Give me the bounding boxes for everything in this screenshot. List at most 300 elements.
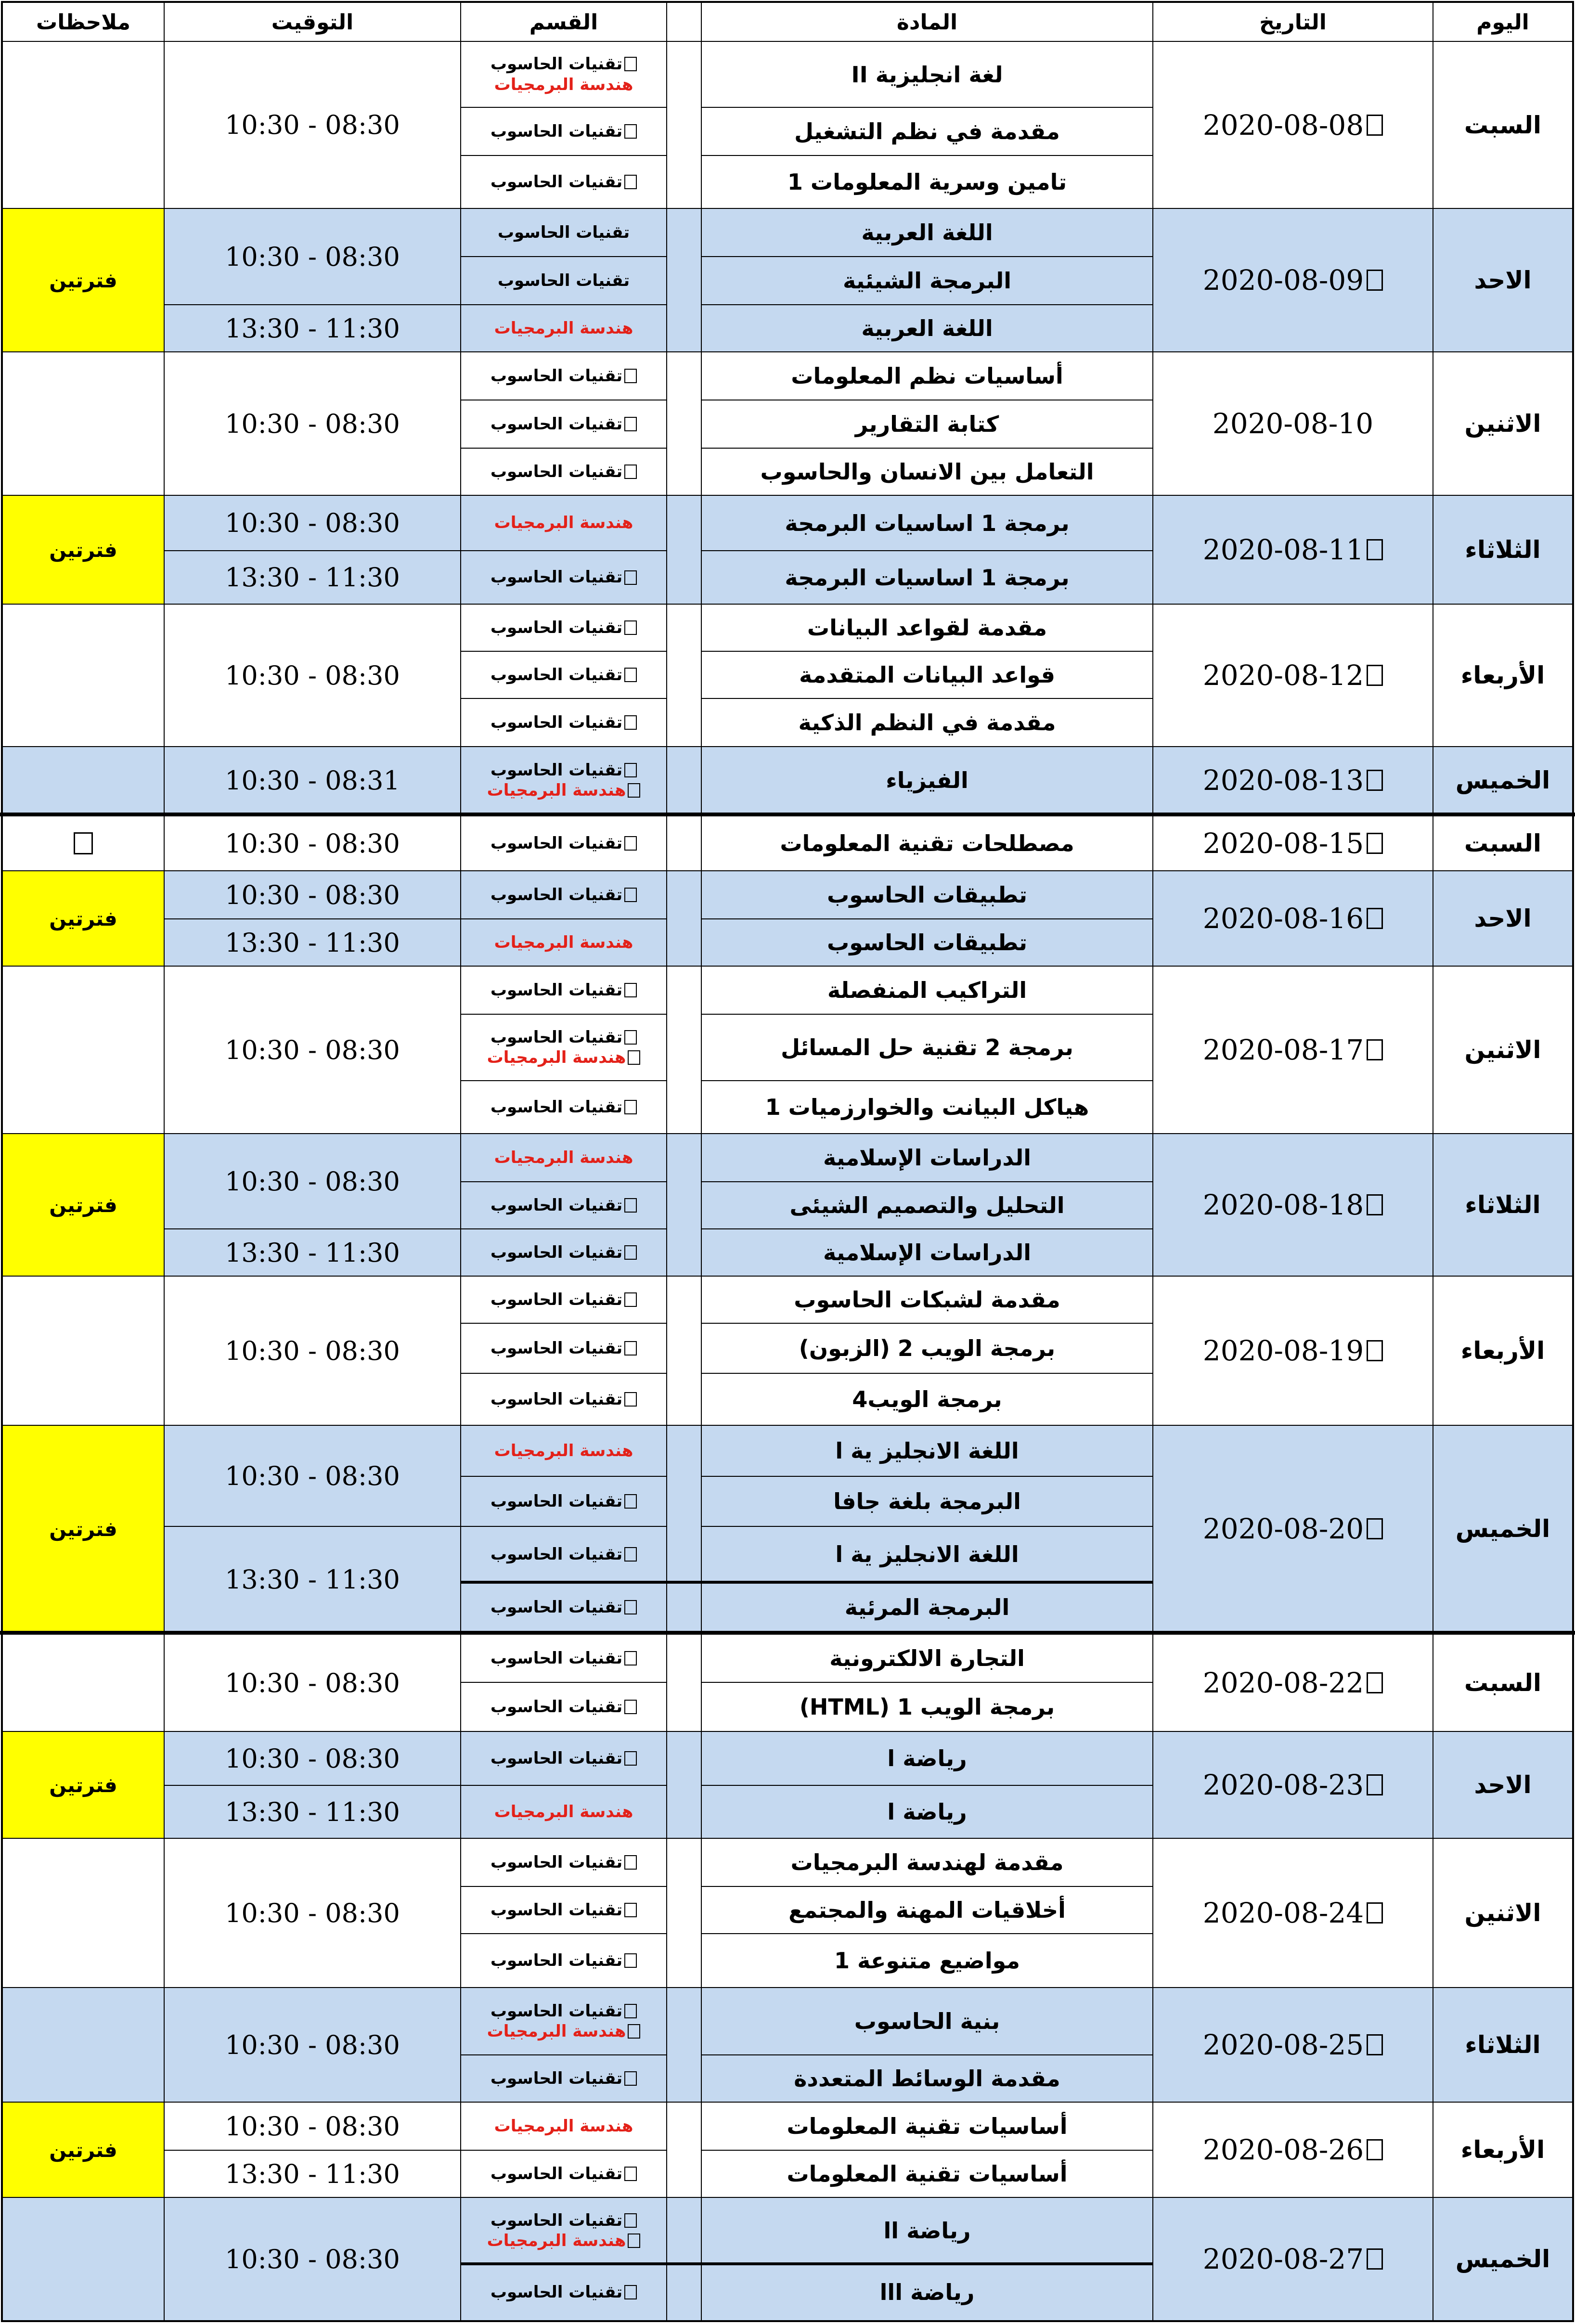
date-cell bbox=[1152, 966, 1433, 1134]
checkbox-glyph bbox=[624, 1751, 637, 1766]
checkbox-glyph bbox=[624, 620, 637, 635]
time-label: 10:30 - 08:30 bbox=[225, 2111, 400, 2142]
subject-label: مواضيع متنوعة 1 bbox=[834, 1948, 1020, 1974]
checkbox-glyph bbox=[624, 763, 637, 777]
time-label: 10:30 - 08:30 bbox=[225, 241, 400, 272]
dept-line bbox=[491, 1697, 637, 1717]
dept-label: هندسة البرمجيات bbox=[487, 2022, 626, 2041]
blank-column-cell bbox=[666, 746, 702, 814]
dept-line bbox=[487, 2231, 641, 2251]
subject-cell bbox=[701, 1425, 1153, 1477]
dept-cell bbox=[460, 918, 667, 967]
checkbox-glyph bbox=[624, 1341, 637, 1356]
checkbox-glyph bbox=[624, 1245, 637, 1260]
checkbox-glyph bbox=[624, 715, 637, 730]
subject-cell bbox=[701, 1133, 1153, 1182]
subject-label: برمجة 1 اساسيات البرمجة bbox=[785, 510, 1070, 536]
dept-label: هندسة البرمجيات bbox=[487, 781, 626, 800]
checkbox-glyph bbox=[624, 57, 637, 71]
dept-label: هندسة البرمجيات bbox=[494, 75, 633, 94]
checkbox-glyph bbox=[624, 570, 637, 585]
checkbox-glyph bbox=[624, 1030, 637, 1045]
checkbox-glyph bbox=[624, 417, 637, 431]
date-label: 2020-08-25 bbox=[1202, 2028, 1364, 2061]
dept-label: هندسة البرمجيات bbox=[494, 318, 633, 338]
dept-line bbox=[494, 318, 633, 339]
checkbox-glyph bbox=[624, 2167, 637, 2181]
checkbox-glyph bbox=[624, 369, 637, 383]
subject-label: أخلاقيات المهنة والمجتمع bbox=[788, 1897, 1066, 1923]
date-label: 2020-08-08 bbox=[1202, 108, 1364, 142]
dept-line bbox=[494, 1802, 633, 1822]
dept-cell bbox=[460, 2150, 667, 2198]
subject-cell bbox=[701, 351, 1153, 400]
dept-line bbox=[491, 1290, 637, 1310]
dept-cell bbox=[460, 1228, 667, 1277]
dept-label: تقنيات الحاسوب bbox=[490, 1338, 623, 1358]
date-cell bbox=[1152, 604, 1433, 747]
date-cell bbox=[1152, 1731, 1433, 1839]
date-cell bbox=[1152, 2197, 1433, 2321]
blank-column-cell bbox=[666, 815, 702, 871]
checkbox-glyph bbox=[624, 1855, 637, 1870]
subject-label: مقدمة في النظم الذكية bbox=[798, 710, 1056, 736]
subject-label: البرمجة الشيئية bbox=[842, 268, 1012, 294]
checkbox-glyph bbox=[1367, 1518, 1383, 1539]
subject-label: البرمجة المرئية bbox=[844, 1594, 1010, 1620]
dept-label: تقنيات الحاسوب bbox=[490, 2282, 623, 2302]
header-notes: ملاحظات bbox=[2, 2, 165, 42]
blank-column-cell bbox=[666, 41, 702, 209]
checkbox-glyph bbox=[624, 1392, 637, 1407]
date-label: 2020-08-19 bbox=[1202, 1334, 1364, 1367]
subject-label: اللغة العربية bbox=[861, 315, 993, 341]
dept-line bbox=[491, 1097, 637, 1118]
blank-column-cell bbox=[666, 966, 702, 1134]
time-cell bbox=[164, 604, 461, 747]
header-blank bbox=[666, 2, 702, 42]
time-cell bbox=[164, 1987, 461, 2103]
date-label: 2020-08-17 bbox=[1202, 1033, 1364, 1066]
date-cell bbox=[1152, 351, 1433, 496]
time-label: 10:30 - 08:30 bbox=[225, 1166, 400, 1197]
notes-cell bbox=[2, 815, 165, 871]
subject-label: أساسيات نظم المعلومات bbox=[791, 363, 1063, 389]
dept-cell bbox=[460, 155, 667, 209]
dept-label: تقنيات الحاسوب bbox=[490, 414, 623, 434]
dept-label: تقنيات الحاسوب bbox=[497, 222, 630, 242]
subject-cell bbox=[701, 2054, 1153, 2103]
time-cell bbox=[164, 550, 461, 605]
dept-line bbox=[491, 618, 637, 638]
time-cell bbox=[164, 815, 461, 871]
dept-label: تقنيات الحاسوب bbox=[490, 2210, 623, 2230]
checkbox-glyph bbox=[1367, 770, 1383, 791]
notes-cell bbox=[2, 966, 165, 1134]
time-cell bbox=[164, 2150, 461, 2198]
dept-cell bbox=[460, 870, 667, 919]
date-cell bbox=[1152, 495, 1433, 605]
subject-label: التراكيب المنفصلة bbox=[827, 977, 1027, 1003]
dept-line bbox=[491, 1389, 637, 1410]
day-cell bbox=[1433, 495, 1573, 605]
subject-cell bbox=[701, 651, 1153, 699]
subject-label: بنية الحاسوب bbox=[854, 2008, 1000, 2034]
time-label: 10:30 - 08:30 bbox=[225, 1898, 400, 1928]
header-date: التاريخ bbox=[1152, 2, 1433, 42]
time-cell bbox=[164, 966, 461, 1134]
dept-label: تقنيات الحاسوب bbox=[490, 1852, 623, 1872]
notes-cell bbox=[2, 1987, 165, 2103]
time-label: 10:30 - 08:30 bbox=[225, 508, 400, 538]
time-cell bbox=[164, 1785, 461, 1839]
subject-label: برمجة الويب 2 (الزبون) bbox=[799, 1335, 1056, 1361]
dept-label: تقنيات الحاسوب bbox=[490, 1195, 623, 1215]
subject-label: البرمجة بلغة جافا bbox=[833, 1488, 1021, 1514]
dept-line bbox=[491, 462, 637, 482]
day-label: الأربعاء bbox=[1460, 2136, 1545, 2164]
dept-cell bbox=[460, 448, 667, 496]
subject-label: مقدمة لقواعد البيانات bbox=[807, 615, 1047, 641]
checkbox-glyph bbox=[1367, 2248, 1383, 2270]
dept-label: هندسة البرمجيات bbox=[494, 513, 633, 533]
dept-label: تقنيات الحاسوب bbox=[490, 1242, 623, 1262]
header-dept: القسم bbox=[460, 2, 667, 42]
dept-line bbox=[491, 885, 637, 905]
date-cell bbox=[1152, 1987, 1433, 2103]
dept-cell bbox=[460, 2263, 667, 2321]
notes-cell bbox=[2, 604, 165, 747]
subject-cell bbox=[701, 107, 1153, 156]
dept-line bbox=[494, 932, 633, 953]
date-label: 2020-08-23 bbox=[1202, 1769, 1364, 1801]
time-label: 13:30 - 11:30 bbox=[225, 562, 400, 593]
checkbox-glyph bbox=[624, 2285, 637, 2299]
day-cell bbox=[1433, 1425, 1573, 1633]
subject-cell bbox=[701, 1276, 1153, 1324]
date-label: 2020-08-27 bbox=[1202, 2243, 1364, 2275]
time-cell bbox=[164, 2197, 461, 2321]
dept-line bbox=[487, 2021, 641, 2042]
notes-cell bbox=[2, 1276, 165, 1426]
dept-label: هندسة البرمجيات bbox=[494, 932, 633, 952]
dept-cell bbox=[460, 1133, 667, 1182]
day-label: السبت bbox=[1464, 829, 1542, 857]
subject-label: رياضة ااا bbox=[879, 2279, 975, 2305]
subject-cell bbox=[701, 1526, 1153, 1583]
checkbox-glyph bbox=[1367, 115, 1383, 136]
checkbox-glyph bbox=[624, 2071, 637, 2086]
subject-label: التحليل والتصميم الشيئى bbox=[789, 1192, 1065, 1218]
dept-cell bbox=[460, 2054, 667, 2103]
day-cell bbox=[1433, 870, 1573, 967]
time-cell bbox=[164, 304, 461, 352]
date-label: 2020-08-09 bbox=[1202, 264, 1364, 297]
subject-label: تطبيقات الحاسوب bbox=[826, 930, 1028, 955]
dept-cell bbox=[460, 604, 667, 652]
dept-line bbox=[491, 121, 637, 142]
blank-column-cell bbox=[666, 1425, 702, 1633]
dept-label: تقنيات الحاسوب bbox=[490, 2068, 623, 2088]
subject-cell bbox=[701, 2197, 1153, 2264]
dept-cell bbox=[460, 1373, 667, 1426]
blank-column-cell bbox=[666, 495, 702, 605]
subject-cell bbox=[701, 918, 1153, 967]
dept-label: تقنيات الحاسوب bbox=[490, 833, 623, 853]
time-label: 10:30 - 08:30 bbox=[225, 110, 400, 140]
dept-label: تقنيات الحاسوب bbox=[490, 1697, 623, 1717]
checkbox-glyph bbox=[624, 1903, 637, 1917]
checkbox-glyph bbox=[624, 1600, 637, 1614]
dept-cell bbox=[460, 550, 667, 605]
notes-label: فترتين bbox=[49, 1193, 117, 1217]
checkbox-glyph bbox=[1367, 1194, 1383, 1215]
date-cell bbox=[1152, 746, 1433, 814]
dept-line bbox=[498, 222, 630, 243]
subject-cell bbox=[701, 1080, 1153, 1134]
day-cell bbox=[1433, 1634, 1573, 1732]
subject-label: الدراسات الإسلامية bbox=[823, 1239, 1031, 1265]
time-cell bbox=[164, 1526, 461, 1633]
date-cell bbox=[1152, 41, 1433, 209]
dept-cell bbox=[460, 1476, 667, 1527]
subject-label: تطبيقات الحاسوب bbox=[826, 882, 1028, 908]
checkbox-glyph bbox=[1367, 1039, 1383, 1060]
dept-line bbox=[491, 2068, 637, 2089]
row-divider bbox=[460, 1581, 1153, 1584]
time-cell bbox=[164, 1133, 461, 1229]
notes-cell bbox=[2, 1133, 165, 1277]
subject-cell bbox=[701, 208, 1153, 257]
day-cell bbox=[1433, 41, 1573, 209]
checkbox-glyph bbox=[624, 668, 637, 682]
time-cell bbox=[164, 1425, 461, 1527]
checkbox-glyph bbox=[624, 2004, 637, 2018]
day-label: الأربعاء bbox=[1460, 1337, 1545, 1365]
subject-cell bbox=[701, 1933, 1153, 1988]
dept-label: تقنيات الحاسوب bbox=[490, 1097, 623, 1117]
dept-line bbox=[487, 1047, 641, 1068]
subject-label: رياضة ا bbox=[887, 1799, 967, 1825]
blank-column-cell bbox=[666, 1838, 702, 1988]
day-label: الأربعاء bbox=[1460, 661, 1545, 689]
checkbox-glyph bbox=[624, 2213, 637, 2228]
checkbox-glyph bbox=[1367, 1672, 1383, 1693]
subject-cell bbox=[701, 1181, 1153, 1229]
time-label: 13:30 - 11:30 bbox=[225, 1564, 400, 1595]
blank-column-cell bbox=[666, 604, 702, 747]
subject-cell bbox=[701, 1582, 1153, 1633]
date-cell bbox=[1152, 1838, 1433, 1988]
subject-cell bbox=[701, 1987, 1153, 2055]
notes-cell bbox=[2, 41, 165, 209]
time-label: 10:30 - 08:30 bbox=[225, 1460, 400, 1491]
time-cell bbox=[164, 1634, 461, 1732]
dept-cell bbox=[460, 698, 667, 747]
time-cell bbox=[164, 1276, 461, 1426]
dept-label: تقنيات الحاسوب bbox=[490, 1290, 623, 1309]
subject-cell bbox=[701, 1838, 1153, 1887]
dept-label: هندسة البرمجيات bbox=[487, 1048, 626, 1067]
dept-line bbox=[491, 414, 637, 435]
notes-cell bbox=[2, 870, 165, 967]
dept-line bbox=[491, 1242, 637, 1263]
checkbox-glyph bbox=[628, 1050, 640, 1065]
dept-label: تقنيات الحاسوب bbox=[490, 1648, 623, 1668]
dept-line bbox=[491, 1852, 637, 1873]
checkbox-glyph bbox=[624, 983, 637, 997]
dept-label: تقنيات الحاسوب bbox=[490, 2001, 623, 2021]
dept-cell bbox=[460, 1682, 667, 1732]
blank-column-cell bbox=[666, 2197, 702, 2321]
time-label: 10:30 - 08:30 bbox=[225, 879, 400, 910]
subject-cell bbox=[701, 870, 1153, 919]
checkbox-glyph bbox=[624, 1292, 637, 1307]
checkbox-glyph bbox=[624, 175, 637, 189]
checkbox-glyph bbox=[1367, 908, 1383, 929]
date-cell bbox=[1152, 2102, 1433, 2198]
subject-label: اللغة العربية bbox=[861, 219, 993, 245]
checkbox-glyph bbox=[624, 1547, 637, 1562]
day-label: الثلاثاء bbox=[1465, 2031, 1541, 2059]
dept-label: هندسة البرمجيات bbox=[487, 2231, 626, 2250]
dept-label: تقنيات الحاسوب bbox=[490, 568, 623, 587]
dept-cell bbox=[460, 208, 667, 257]
time-label: 10:30 - 08:30 bbox=[225, 660, 400, 691]
dept-line bbox=[491, 2001, 637, 2022]
day-label: الاثنين bbox=[1464, 1899, 1541, 1927]
dept-label: تقنيات الحاسوب bbox=[490, 462, 623, 481]
notes-cell bbox=[2, 1838, 165, 1988]
day-label: السبت bbox=[1464, 111, 1542, 139]
date-label: 2020-08-11 bbox=[1202, 533, 1364, 566]
dept-cell bbox=[460, 400, 667, 449]
day-label: الخميس bbox=[1455, 1515, 1550, 1543]
subject-cell bbox=[701, 604, 1153, 652]
dept-line bbox=[491, 760, 637, 781]
day-cell bbox=[1433, 1731, 1573, 1839]
subject-label: الفيزياء bbox=[886, 767, 968, 793]
subject-cell bbox=[701, 1886, 1153, 1934]
date-label: 2020-08-26 bbox=[1202, 2133, 1364, 2166]
day-cell bbox=[1433, 966, 1573, 1134]
time-label: 10:30 - 08:30 bbox=[225, 828, 400, 859]
day-label: الاحد bbox=[1474, 266, 1532, 294]
time-cell bbox=[164, 1838, 461, 1988]
date-cell bbox=[1152, 1276, 1433, 1426]
subject-label: برمجة الويب4 bbox=[852, 1386, 1002, 1412]
dept-cell bbox=[460, 651, 667, 699]
dept-label: تقنيات الحاسوب bbox=[497, 271, 630, 290]
dept-label: تقنيات الحاسوب bbox=[490, 1491, 623, 1511]
day-cell bbox=[1433, 1133, 1573, 1277]
dept-cell bbox=[460, 815, 667, 871]
checkbox-glyph bbox=[624, 465, 637, 479]
subject-label: التعامل بين الانسان والحاسوب bbox=[760, 459, 1094, 485]
subject-label: مقدمة في نظم التشغيل bbox=[794, 118, 1060, 144]
checkbox-glyph bbox=[624, 836, 637, 851]
notes-cell bbox=[2, 1425, 165, 1633]
dept-cell bbox=[460, 1526, 667, 1583]
dept-line bbox=[491, 1950, 637, 1971]
time-label: 13:30 - 11:30 bbox=[225, 313, 400, 344]
dept-line bbox=[494, 2116, 633, 2137]
dept-cell bbox=[460, 41, 667, 108]
date-label: 2020-08-22 bbox=[1202, 1666, 1364, 1699]
checkbox-glyph bbox=[1367, 1902, 1383, 1924]
dept-cell bbox=[460, 1276, 667, 1324]
day-cell bbox=[1433, 208, 1573, 352]
time-label: 10:30 - 08:30 bbox=[225, 1667, 400, 1698]
dept-line bbox=[491, 1491, 637, 1512]
subject-label: برمجة 1 اساسيات البرمجة bbox=[785, 564, 1070, 591]
dept-line bbox=[491, 1597, 637, 1618]
header-time: التوقيت bbox=[164, 2, 461, 42]
time-cell bbox=[164, 746, 461, 814]
notes-label: فترتين bbox=[49, 906, 117, 930]
day-cell bbox=[1433, 746, 1573, 814]
checkbox-glyph bbox=[628, 2234, 640, 2248]
subject-label: مقدمة الوسائط المتعددة bbox=[794, 2066, 1060, 2092]
dept-cell bbox=[460, 1323, 667, 1374]
dept-cell bbox=[460, 1785, 667, 1839]
subject-cell bbox=[701, 304, 1153, 352]
subject-label: برمجة 2 تقنية حل المسائل bbox=[781, 1034, 1073, 1060]
notes-label: فترتين bbox=[49, 538, 117, 562]
notes-cell bbox=[2, 208, 165, 352]
subject-label: اللغة الانجليز ية ا bbox=[835, 1541, 1019, 1567]
checkbox-glyph bbox=[628, 783, 640, 798]
dept-cell bbox=[460, 746, 667, 814]
subject-cell bbox=[701, 1682, 1153, 1732]
day-label: السبت bbox=[1464, 1669, 1542, 1697]
subject-label: مقدمة لهندسة البرمجيات bbox=[790, 1849, 1064, 1875]
subject-label: أساسيات تقنية المعلومات bbox=[787, 2113, 1068, 2139]
dept-line bbox=[491, 712, 637, 733]
notes-cell bbox=[2, 495, 165, 605]
day-label: الثلاثاء bbox=[1465, 536, 1541, 564]
time-label: 10:30 - 08:30 bbox=[225, 1743, 400, 1774]
subject-label: مصطلحات تقنية المعلومات bbox=[780, 830, 1074, 856]
dept-cell bbox=[460, 107, 667, 156]
dept-line bbox=[491, 1195, 637, 1216]
subject-cell bbox=[701, 550, 1153, 605]
dept-label: تقنيات الحاسوب bbox=[490, 618, 623, 637]
dept-cell bbox=[460, 1582, 667, 1633]
dept-line bbox=[494, 1148, 633, 1168]
date-label: 2020-08-16 bbox=[1202, 902, 1364, 935]
dept-line bbox=[491, 2282, 637, 2303]
dept-line bbox=[491, 1648, 637, 1669]
dept-label: تقنيات الحاسوب bbox=[490, 54, 623, 74]
time-label: 10:30 - 08:30 bbox=[225, 2244, 400, 2274]
dept-line bbox=[491, 567, 637, 588]
subject-cell bbox=[701, 400, 1153, 449]
date-label: 2020-08-20 bbox=[1202, 1512, 1364, 1545]
dept-cell bbox=[460, 1886, 667, 1934]
dept-line bbox=[491, 1900, 637, 1921]
day-cell bbox=[1433, 815, 1573, 871]
day-cell bbox=[1433, 2197, 1573, 2321]
day-label: الخميس bbox=[1455, 2245, 1550, 2273]
checkbox-glyph bbox=[628, 2024, 640, 2039]
subject-label: الدراسات الإسلامية bbox=[823, 1145, 1031, 1171]
checkbox-glyph bbox=[624, 124, 637, 139]
subject-cell bbox=[701, 2150, 1153, 2198]
dept-cell bbox=[460, 256, 667, 305]
dept-cell bbox=[460, 1080, 667, 1134]
subject-cell bbox=[701, 1323, 1153, 1374]
